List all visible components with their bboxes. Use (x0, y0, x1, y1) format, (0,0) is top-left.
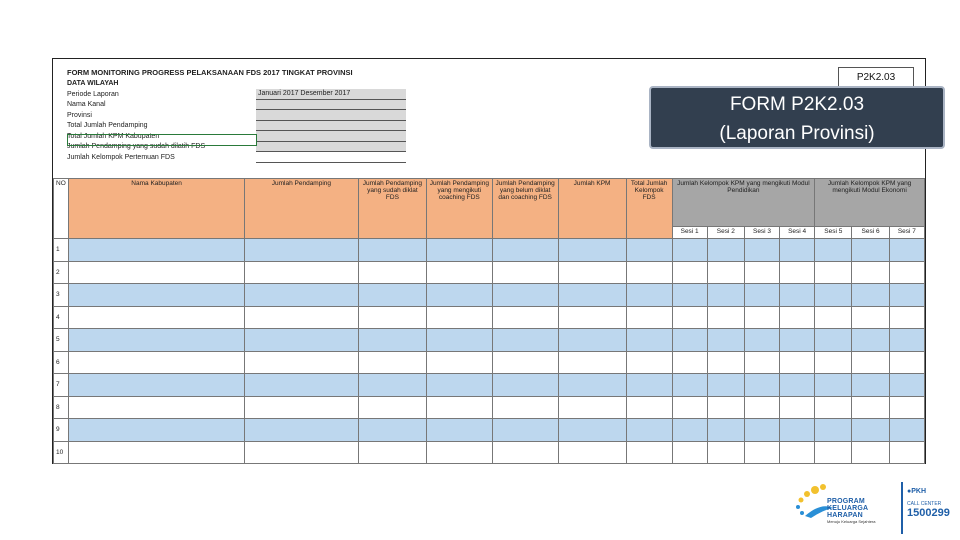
table-cell[interactable] (707, 441, 744, 464)
table-cell[interactable] (780, 329, 815, 352)
table-cell[interactable] (69, 239, 245, 262)
header-kpm: Jumlah KPM (558, 179, 626, 239)
table-cell[interactable] (492, 239, 558, 262)
table-row (54, 261, 925, 284)
table-cell[interactable] (492, 306, 558, 329)
table-cell[interactable] (558, 396, 626, 419)
table-cell[interactable] (744, 261, 779, 284)
table-cell[interactable] (358, 396, 426, 419)
table-cell[interactable] (626, 239, 672, 262)
table-cell[interactable] (707, 374, 744, 397)
sesi-header: Sesi 1 (672, 227, 707, 239)
row-number: 4 (54, 306, 69, 329)
table-cell[interactable] (358, 284, 426, 307)
table-cell[interactable] (69, 441, 245, 464)
table-cell[interactable] (852, 351, 889, 374)
table-cell[interactable] (780, 396, 815, 419)
callout-subtitle: (Laporan Provinsi) (719, 123, 875, 144)
row-number: 7 (54, 374, 69, 397)
selected-cell-outline (67, 134, 257, 146)
table-cell[interactable] (626, 329, 672, 352)
table-cell[interactable] (672, 419, 707, 442)
table-cell[interactable] (889, 441, 924, 464)
table-cell[interactable] (852, 374, 889, 397)
sesi-header: Sesi 2 (707, 227, 744, 239)
table-cell[interactable] (815, 329, 852, 352)
table-cell[interactable] (852, 306, 889, 329)
info-label: Jumlah Pendamping yang sudah dilatih FDS (67, 143, 206, 150)
info-value-empty (256, 110, 406, 121)
table-cell[interactable] (672, 441, 707, 464)
table-cell[interactable] (558, 239, 626, 262)
table-cell[interactable] (672, 374, 707, 397)
table-cell[interactable] (744, 374, 779, 397)
table-cell[interactable] (244, 329, 358, 352)
logo-divider (901, 482, 903, 534)
table-cell[interactable] (852, 419, 889, 442)
table-cell[interactable] (492, 329, 558, 352)
table-cell[interactable] (744, 284, 779, 307)
table-cell[interactable] (358, 329, 426, 352)
table-cell[interactable] (780, 441, 815, 464)
table-cell[interactable] (744, 329, 779, 352)
period-value: Januari 2017 Desember 2017 (256, 89, 406, 100)
table-cell[interactable] (780, 284, 815, 307)
table-cell[interactable] (244, 396, 358, 419)
table-cell[interactable] (426, 374, 492, 397)
table-cell[interactable] (358, 374, 426, 397)
table-cell[interactable] (889, 351, 924, 374)
table-cell[interactable] (744, 396, 779, 419)
table-cell[interactable] (626, 374, 672, 397)
sesi-header: Sesi 4 (780, 227, 815, 239)
table-cell[interactable] (358, 306, 426, 329)
table-row (54, 374, 925, 397)
table-cell[interactable] (707, 284, 744, 307)
table-cell[interactable] (358, 239, 426, 262)
table-cell[interactable] (852, 261, 889, 284)
table-cell[interactable] (426, 306, 492, 329)
callout-title: FORM P2K2.03 (729, 94, 865, 115)
info-label: Provinsi (67, 111, 92, 119)
program-tagline: Menuju Keluarga Sejahtera (827, 519, 876, 524)
table-cell[interactable] (852, 329, 889, 352)
table-cell[interactable] (358, 441, 426, 464)
header-diklat: Jumlah Pendamping yang sudah diklat FDS (358, 179, 426, 239)
table-cell[interactable] (815, 441, 852, 464)
table-body (54, 239, 925, 464)
table-cell[interactable] (69, 261, 245, 284)
table-cell[interactable] (889, 329, 924, 352)
table-row (54, 351, 925, 374)
sesi-header: Sesi 6 (852, 227, 889, 239)
table-cell[interactable] (626, 396, 672, 419)
row-number: 3 (54, 284, 69, 307)
table-cell[interactable] (244, 306, 358, 329)
info-labels (67, 79, 205, 163)
table-cell[interactable] (558, 419, 626, 442)
table-cell[interactable] (626, 284, 672, 307)
program-line3: HARAPAN (827, 512, 863, 519)
table-cell[interactable] (672, 396, 707, 419)
table-cell[interactable] (672, 284, 707, 307)
table-cell[interactable] (69, 284, 245, 307)
program-line2: KELUARGA (827, 505, 869, 512)
info-value-empty (256, 142, 406, 153)
info-label: Periode Laporan (67, 90, 119, 98)
table-cell[interactable] (358, 351, 426, 374)
call-center-label: CALL CENTER (907, 501, 942, 507)
table-cell[interactable] (780, 374, 815, 397)
table-cell[interactable] (815, 396, 852, 419)
header-no: NO (54, 179, 69, 239)
table-cell[interactable] (889, 419, 924, 442)
form-callout (649, 86, 945, 149)
table-cell[interactable] (780, 351, 815, 374)
table-cell[interactable] (426, 329, 492, 352)
table-cell[interactable] (780, 261, 815, 284)
table-cell[interactable] (69, 306, 245, 329)
table-cell[interactable] (558, 351, 626, 374)
header-belum: Jumlah Pendamping yang belum diklat dan coaching FDS (492, 179, 558, 239)
table-cell[interactable] (69, 329, 245, 352)
table-cell[interactable] (244, 419, 358, 442)
table-cell[interactable] (889, 306, 924, 329)
table-cell[interactable] (358, 419, 426, 442)
program-line1: PROGRAM (827, 498, 865, 505)
table-cell[interactable] (852, 239, 889, 262)
table-cell[interactable] (744, 419, 779, 442)
table-cell[interactable] (744, 306, 779, 329)
pkh-text: PKH (911, 488, 927, 495)
table-cell[interactable] (815, 239, 852, 262)
table-cell[interactable] (852, 441, 889, 464)
table-cell[interactable] (69, 374, 245, 397)
table-cell[interactable] (815, 374, 852, 397)
row-number: 5 (54, 329, 69, 352)
info-value-empty (256, 131, 406, 142)
row-number: 6 (54, 351, 69, 374)
table-cell[interactable] (815, 284, 852, 307)
table-cell[interactable] (426, 284, 492, 307)
header-modul-pendidikan: Jumlah Kelompok KPM yang mengikuti Modul Pendidikan (672, 179, 815, 227)
info-values (256, 89, 406, 163)
table-cell[interactable] (672, 351, 707, 374)
header-modul-ekonomi: Jumlah Kelompok KPM yang mengikuti Modul Ekonomi (815, 179, 925, 227)
call-center-number: 1500299 (907, 507, 950, 519)
table-cell[interactable] (889, 374, 924, 397)
info-value-empty (256, 121, 406, 132)
table-cell[interactable] (780, 306, 815, 329)
table-cell[interactable] (492, 396, 558, 419)
table-cell[interactable] (426, 419, 492, 442)
table-cell[interactable] (426, 441, 492, 464)
table-cell[interactable] (672, 306, 707, 329)
table-row (54, 306, 925, 329)
table-cell[interactable] (626, 419, 672, 442)
table-cell[interactable] (815, 351, 852, 374)
table-cell[interactable] (672, 261, 707, 284)
table-cell[interactable] (558, 374, 626, 397)
sesi-header: Sesi 3 (744, 227, 779, 239)
info-label: Total Jumlah KPM Kabupaten (67, 132, 160, 140)
table-cell[interactable] (889, 239, 924, 262)
info-label: Nama Kanal (67, 101, 106, 108)
table-cell[interactable] (707, 261, 744, 284)
table-row (54, 441, 925, 464)
table-cell[interactable] (707, 419, 744, 442)
sesi-header: Sesi 7 (889, 227, 924, 239)
table-cell[interactable] (426, 261, 492, 284)
header-total-kelompok: Total Jumlah Kelompok FDS (626, 179, 672, 239)
table-cell[interactable] (707, 306, 744, 329)
table-cell[interactable] (244, 374, 358, 397)
table-cell[interactable] (780, 239, 815, 262)
table-cell[interactable] (244, 284, 358, 307)
table-cell[interactable] (244, 261, 358, 284)
table-cell[interactable] (244, 441, 358, 464)
row-number: 9 (54, 419, 69, 442)
table-cell[interactable] (69, 419, 245, 442)
table-cell[interactable] (426, 239, 492, 262)
row-number: 1 (54, 239, 69, 262)
table-row (54, 396, 925, 419)
table-cell[interactable] (426, 351, 492, 374)
table-cell[interactable] (69, 351, 245, 374)
monitoring-table (53, 178, 925, 464)
table-row (54, 419, 925, 442)
form-title: FORM MONITORING PROGRESS PELAKSANAAN FDS 2017 TINGKAT PROVINSI (67, 68, 353, 77)
table-cell[interactable] (889, 396, 924, 419)
table-cell[interactable] (744, 441, 779, 464)
table-cell[interactable] (672, 239, 707, 262)
sesi-header: Sesi 5 (815, 227, 852, 239)
table-cell[interactable] (358, 261, 426, 284)
table-cell[interactable] (492, 351, 558, 374)
section-title: DATA WILAYAH (67, 80, 119, 87)
pkh-program-logo (793, 478, 898, 536)
table-cell[interactable] (780, 419, 815, 442)
table-cell[interactable] (492, 374, 558, 397)
table-cell[interactable] (707, 239, 744, 262)
call-center-logo (907, 488, 959, 534)
header-coaching: Jumlah Pendamping yang mengikuti coaching FDS (426, 179, 492, 239)
table-cell[interactable] (492, 284, 558, 307)
table-cell[interactable] (244, 351, 358, 374)
table-cell[interactable] (558, 329, 626, 352)
row-number: 10 (54, 441, 69, 464)
table-cell[interactable] (815, 306, 852, 329)
row-number: 2 (54, 261, 69, 284)
table-cell[interactable] (426, 396, 492, 419)
table-cell[interactable] (744, 351, 779, 374)
table-cell[interactable] (558, 284, 626, 307)
table-cell[interactable] (852, 396, 889, 419)
table-cell[interactable] (626, 441, 672, 464)
table-row (54, 329, 925, 352)
table-cell[interactable] (707, 329, 744, 352)
table-cell[interactable] (492, 261, 558, 284)
info-label: Jumlah Kelompok Pertemuan FDS (67, 153, 175, 161)
table-cell[interactable] (558, 261, 626, 284)
table-cell[interactable] (558, 306, 626, 329)
table-cell[interactable] (626, 306, 672, 329)
info-value-empty (256, 152, 406, 163)
table-cell[interactable] (69, 396, 245, 419)
info-label: Total Jumlah Pendamping (67, 122, 148, 129)
table-cell[interactable] (707, 351, 744, 374)
table-cell[interactable] (672, 329, 707, 352)
table-cell[interactable] (852, 284, 889, 307)
table-cell[interactable] (244, 239, 358, 262)
table-cell[interactable] (558, 441, 626, 464)
table-cell[interactable] (889, 261, 924, 284)
info-value-empty (256, 100, 406, 111)
table-cell[interactable] (744, 239, 779, 262)
table-cell[interactable] (707, 396, 744, 419)
table-cell[interactable] (626, 351, 672, 374)
pkh-mark: ●PKH (907, 488, 927, 495)
header-pendamping: Jumlah Pendamping (244, 179, 358, 239)
table-cell[interactable] (889, 284, 924, 307)
table-cell[interactable] (626, 261, 672, 284)
table-row (54, 239, 925, 262)
table-cell[interactable] (815, 261, 852, 284)
row-number: 8 (54, 396, 69, 419)
form-code: P2K2.03 (838, 67, 914, 87)
table-row (54, 284, 925, 307)
table-cell[interactable] (492, 419, 558, 442)
table-cell[interactable] (492, 441, 558, 464)
table-cell[interactable] (815, 419, 852, 442)
header-kabupaten: Nama Kabupaten (69, 179, 245, 239)
